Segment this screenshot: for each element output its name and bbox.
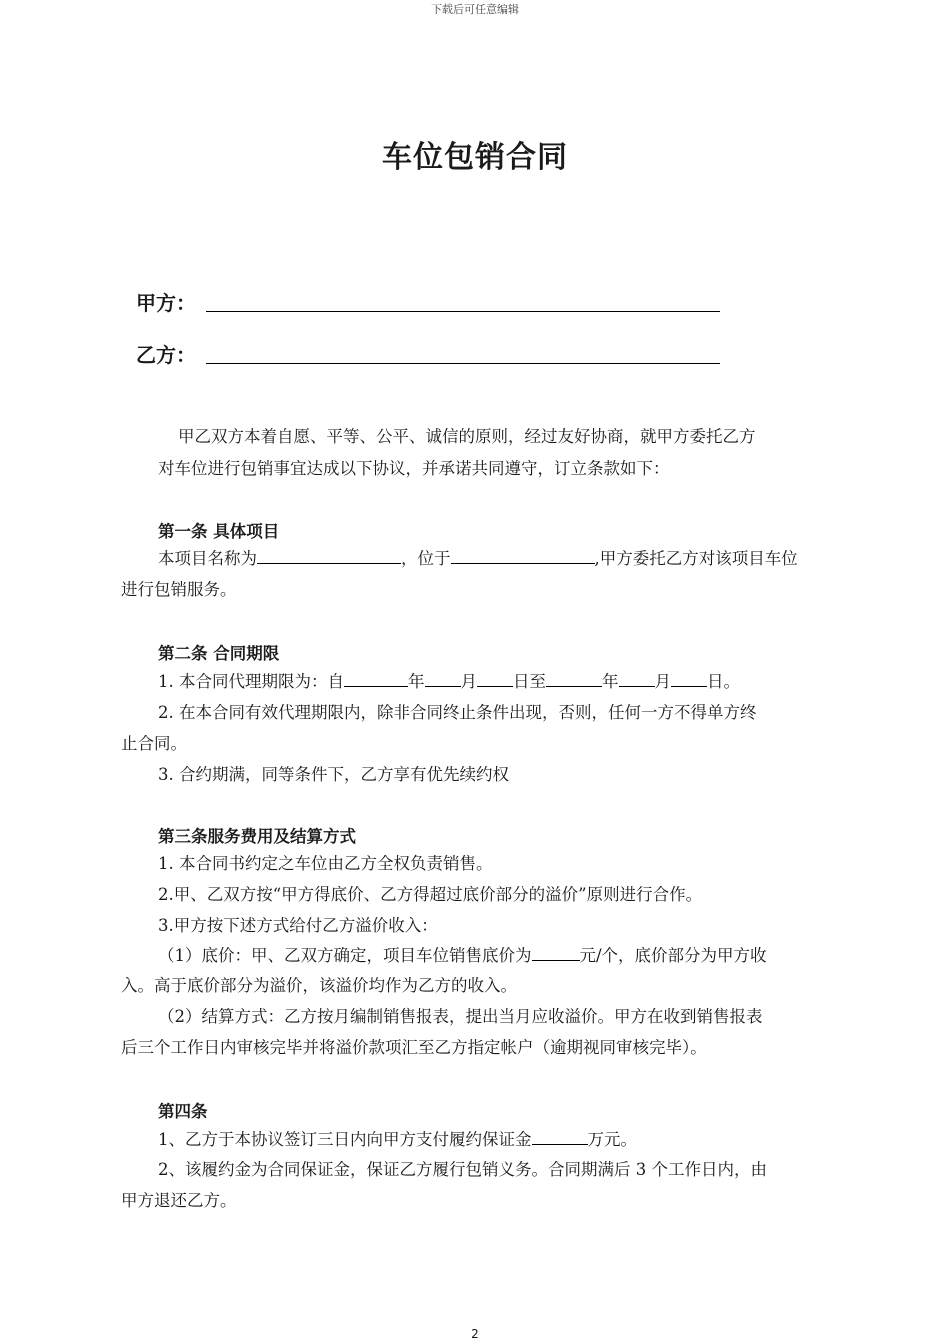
day-label: 日。 [707, 672, 740, 691]
party-b-field [136, 339, 196, 368]
start-day-blank [477, 670, 513, 687]
intro-line-1: 甲乙双方本着自愿、平等、公平、诚信的原则，经过友好协商，就甲方委托乙方 [178, 427, 756, 446]
header-note: 下载后可任意编辑 [431, 3, 519, 16]
end-month-blank [619, 670, 655, 687]
article-3-sub-1a [158, 941, 900, 971]
article-1-text-a: 本项目名称为 [158, 549, 257, 568]
start-month-blank [425, 670, 461, 687]
year-label: 年 [408, 672, 425, 691]
article-2-item-3: 3. 合约期满，同等条件下，乙方享有优先续约权 [158, 765, 509, 784]
article-2-item-2b: 止合同。 [121, 734, 187, 753]
article-3-item-3: 3.甲方按下述方式给付乙方溢价收入： [158, 916, 438, 935]
party-a-blank [206, 311, 720, 312]
term-text: 1. 本合同代理期限为：自 [158, 672, 344, 691]
article-2-item-1 [158, 667, 900, 697]
article-1-text-b: ，位于 [401, 549, 451, 568]
month-label-2: 月 [654, 672, 671, 691]
page-title: 车位包销合同 [382, 140, 568, 175]
party-a-field [136, 287, 196, 316]
project-location-blank [451, 547, 595, 564]
article-1-heading: 第一条 具体项目 [158, 522, 280, 541]
deposit-unit: 万元。 [587, 1130, 637, 1149]
article-3-item-2: 2.甲、乙双方按“甲方得底价、乙方得超过底价部分的溢价”原则进行合作。 [158, 885, 703, 904]
page-number: 2 [471, 1327, 479, 1341]
deposit-text: 1、乙方于本协议签订三日内向甲方支付履约保证金 [158, 1130, 532, 1149]
intro-line-2: 对车位进行包销事宜达成以下协议，并承诺共同遵守，订立条款如下： [158, 459, 670, 478]
article-3-sub-1b: 入。高于底价部分为溢价，该溢价均作为乙方的收入。 [121, 976, 517, 995]
article-2-item-2a: 2. 在本合同有效代理期限内，除非合同终止条件出现，否则，任何一方不得单方终 [158, 703, 757, 722]
party-b-label: 乙方： [136, 343, 196, 367]
year-label-2: 年 [602, 672, 619, 691]
deposit-amount-blank [532, 1128, 588, 1145]
article-1-text-c: ,甲方委托乙方对该项目车位 [594, 549, 798, 568]
end-day-blank [671, 670, 707, 687]
article-4-item-2b: 甲方退还乙方。 [121, 1191, 237, 1210]
article-4-item-2a: 2、该履约金为合同保证金，保证乙方履行包销义务。合同期满后 3 个工作日内，由 [158, 1160, 767, 1179]
day-to-label: 日至 [513, 672, 546, 691]
article-1-line-2: 进行包销服务。 [121, 580, 237, 599]
base-price-text: （1）底价：甲、乙双方确定，项目车位销售底价为 [158, 946, 532, 965]
start-year-blank [344, 670, 408, 687]
article-4-heading: 第四条 [158, 1102, 208, 1121]
article-2-heading: 第二条 合同期限 [158, 644, 280, 663]
article-3-sub-2a: （2）结算方式：乙方按月编制销售报表，提出当月应收溢价。甲方在收到销售报表 [158, 1007, 763, 1026]
party-b-blank [206, 363, 720, 364]
base-price-blank [532, 944, 580, 961]
project-name-blank [257, 547, 401, 564]
article-4-item-1 [158, 1125, 900, 1155]
article-3-sub-2b: 后三个工作日内审核完毕并将溢价款项汇至乙方指定帐户（逾期视同审核完毕）。 [121, 1038, 707, 1057]
article-3-item-1: 1. 本合同书约定之车位由乙方全权负责销售。 [158, 854, 493, 873]
article-3-heading: 第三条服务费用及结算方式 [158, 827, 356, 846]
party-a-label: 甲方： [136, 291, 196, 315]
article-1-line-1 [158, 544, 900, 574]
month-label: 月 [460, 672, 477, 691]
end-year-blank [546, 670, 602, 687]
base-price-unit: 元/个，底价部分为甲方收 [579, 946, 767, 965]
